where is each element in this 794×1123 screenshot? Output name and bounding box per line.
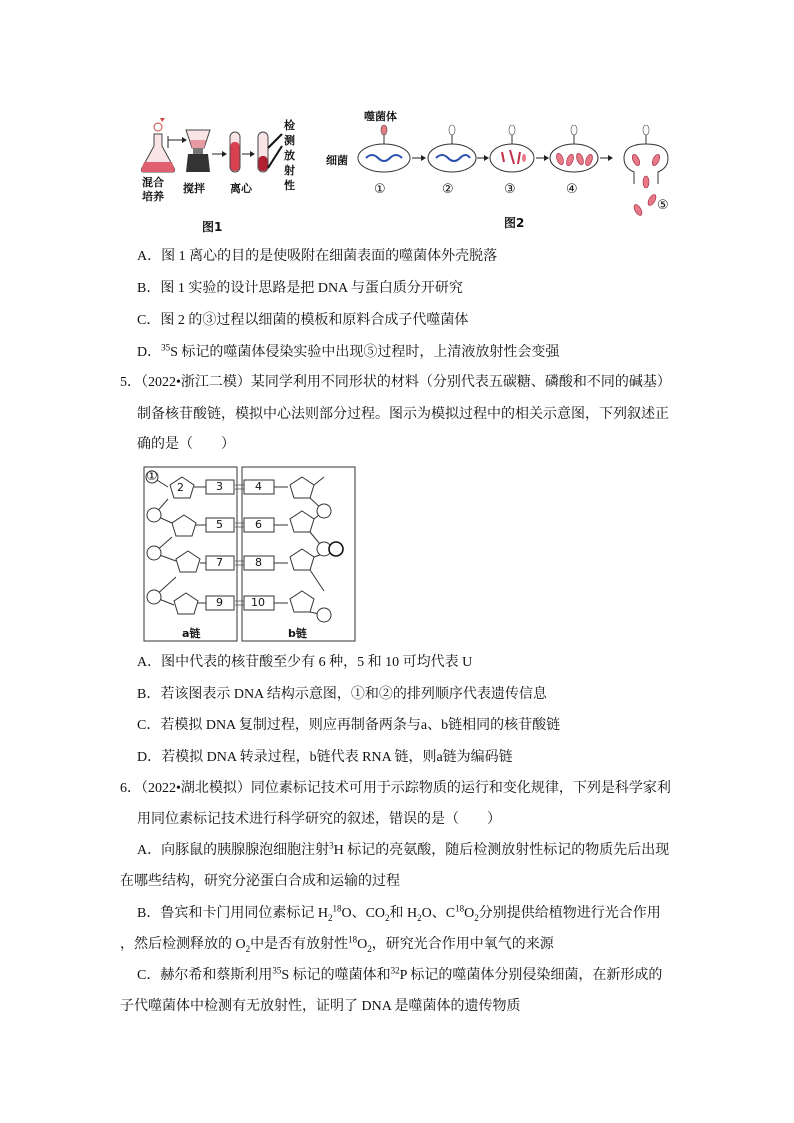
q5-option-d: D．若模拟 DNA 转录过程，b链代表 RNA 链，则a链为编码链 [137, 750, 513, 765]
label-centrifuge: 离心 [230, 182, 252, 195]
q5-option-b: B．若该图表示 DNA 结构示意图，①和②的排列顺序代表遗传信息 [137, 687, 547, 702]
figure-1-caption: 图1 [202, 220, 223, 234]
q6-option-c-line-1: C．赫尔希和蔡斯利用$^{35}$S 标记的噬菌体和$^{32}$P 标记的噬菌体分别侵染细菌，在新形成的 [137, 965, 663, 983]
diagram-label-1: ① [146, 469, 158, 484]
detect-char: 测 [284, 134, 295, 147]
chain-a-label: a链 [182, 627, 201, 640]
q6-stem-line-2: 用同位素标记技术进行科学研究的叙述，错误的是（ ） [137, 812, 501, 827]
step-3-marker: ③ [504, 182, 516, 197]
diagram-label-4: 4 [255, 480, 262, 493]
label-detect-radioactivity [284, 118, 298, 193]
figure-2 [324, 106, 680, 236]
detect-char: 性 [284, 179, 295, 192]
figure-2-caption: 图2 [504, 216, 525, 230]
phage-infection-cycle-illustration [324, 120, 680, 230]
diagram-label-10: 10 [251, 596, 265, 609]
q6-option-b-line-2: ，然后检测释放的 $O_2$中是否有放射性$^{18}O_2$，研究光合作用中氧气的来源 [120, 934, 554, 954]
q4-option-d: D．$^{35}$S 标记的噬菌体侵染实验中出现⑤过程时，上清液放射性会变强 [137, 342, 560, 360]
chain-b-label: b链 [288, 627, 307, 640]
step-1-marker: ① [374, 182, 386, 197]
step-2-marker: ② [442, 182, 454, 197]
detect-char: 射 [284, 164, 295, 177]
q6-option-b-line-1: B．鲁宾和卡门用同位素标记 $H_2^{18}O$、$CO_2$和 $H_2O$、$C^{18}O_2$分别提供给植物进行光合作用 [137, 903, 661, 923]
nucleotide-chain-shapes [142, 465, 358, 643]
label-stir: 搅拌 [183, 182, 205, 195]
label-culture: 培养 [142, 190, 164, 203]
figure-1 [138, 112, 308, 237]
q5-option-c: C．若模拟 DNA 复制过程，则应再制备两条与a、b链相同的核苷酸链 [137, 718, 561, 733]
label-mix: 混合 [142, 176, 164, 189]
diagram-label-8: 8 [255, 556, 262, 569]
q4-option-b: B．图 1 实验的设计思路是把 DNA 与蛋白质分开研究 [137, 281, 463, 296]
q5-option-a: A．图中代表的核苷酸至少有 6 种，5 和 10 可均代表 U [137, 655, 473, 670]
q6-stem-line-1: 6．（2022•湖北模拟）同位素标记技术可用于示踪物质的运行和变化规律，下列是科学家利 [120, 781, 671, 796]
q4-option-c: C．图 2 的③过程以细菌的模板和原料合成子代噬菌体 [137, 313, 469, 328]
label-bacteria: 细菌 [326, 154, 348, 167]
step-5-marker: ⑤ [657, 198, 669, 213]
diagram-label-5: 5 [216, 518, 223, 531]
q4-option-a: A．图 1 离心的目的是使吸附在细菌表面的噬菌体外壳脱落 [137, 249, 498, 264]
q5-stem-line-3: 确的是（ ） [137, 437, 235, 452]
detect-char: 检 [284, 119, 295, 132]
q5-stem-line-2: 制备核苷酸链，模拟中心法则部分过程。图示为模拟过程中的相关示意图，下列叙述正 [137, 407, 669, 422]
q6-option-a-line-1: A．向豚鼠的胰腺腺泡细胞注射$^3$H 标记的亮氨酸，随后检测放射性标记的物质先后出现 [137, 840, 670, 858]
nucleotide-chain-diagram [142, 465, 358, 643]
step-4-marker: ④ [566, 182, 578, 197]
detect-char: 放 [284, 149, 295, 162]
q6-option-c-line-2: 子代噬菌体中检测有无放射性，证明了 DNA 是噬菌体的遗传物质 [120, 999, 521, 1014]
diagram-label-6: 6 [255, 518, 262, 531]
diagram-label-7: 7 [216, 556, 223, 569]
diagram-label-3: 3 [216, 480, 223, 493]
q6-option-a-line-2: 在哪些结构，研究分泌蛋白合成和运输的过程 [120, 874, 400, 889]
diagram-label-2: 2 [177, 481, 184, 494]
q5-stem-line-1: 5．（2022•浙江二模）某同学利用不同形状的材料（分别代表五碳糖、磷酸和不同的碱基） [120, 375, 671, 390]
label-phage: 噬菌体 [364, 110, 397, 123]
diagram-label-9: 9 [216, 596, 223, 609]
